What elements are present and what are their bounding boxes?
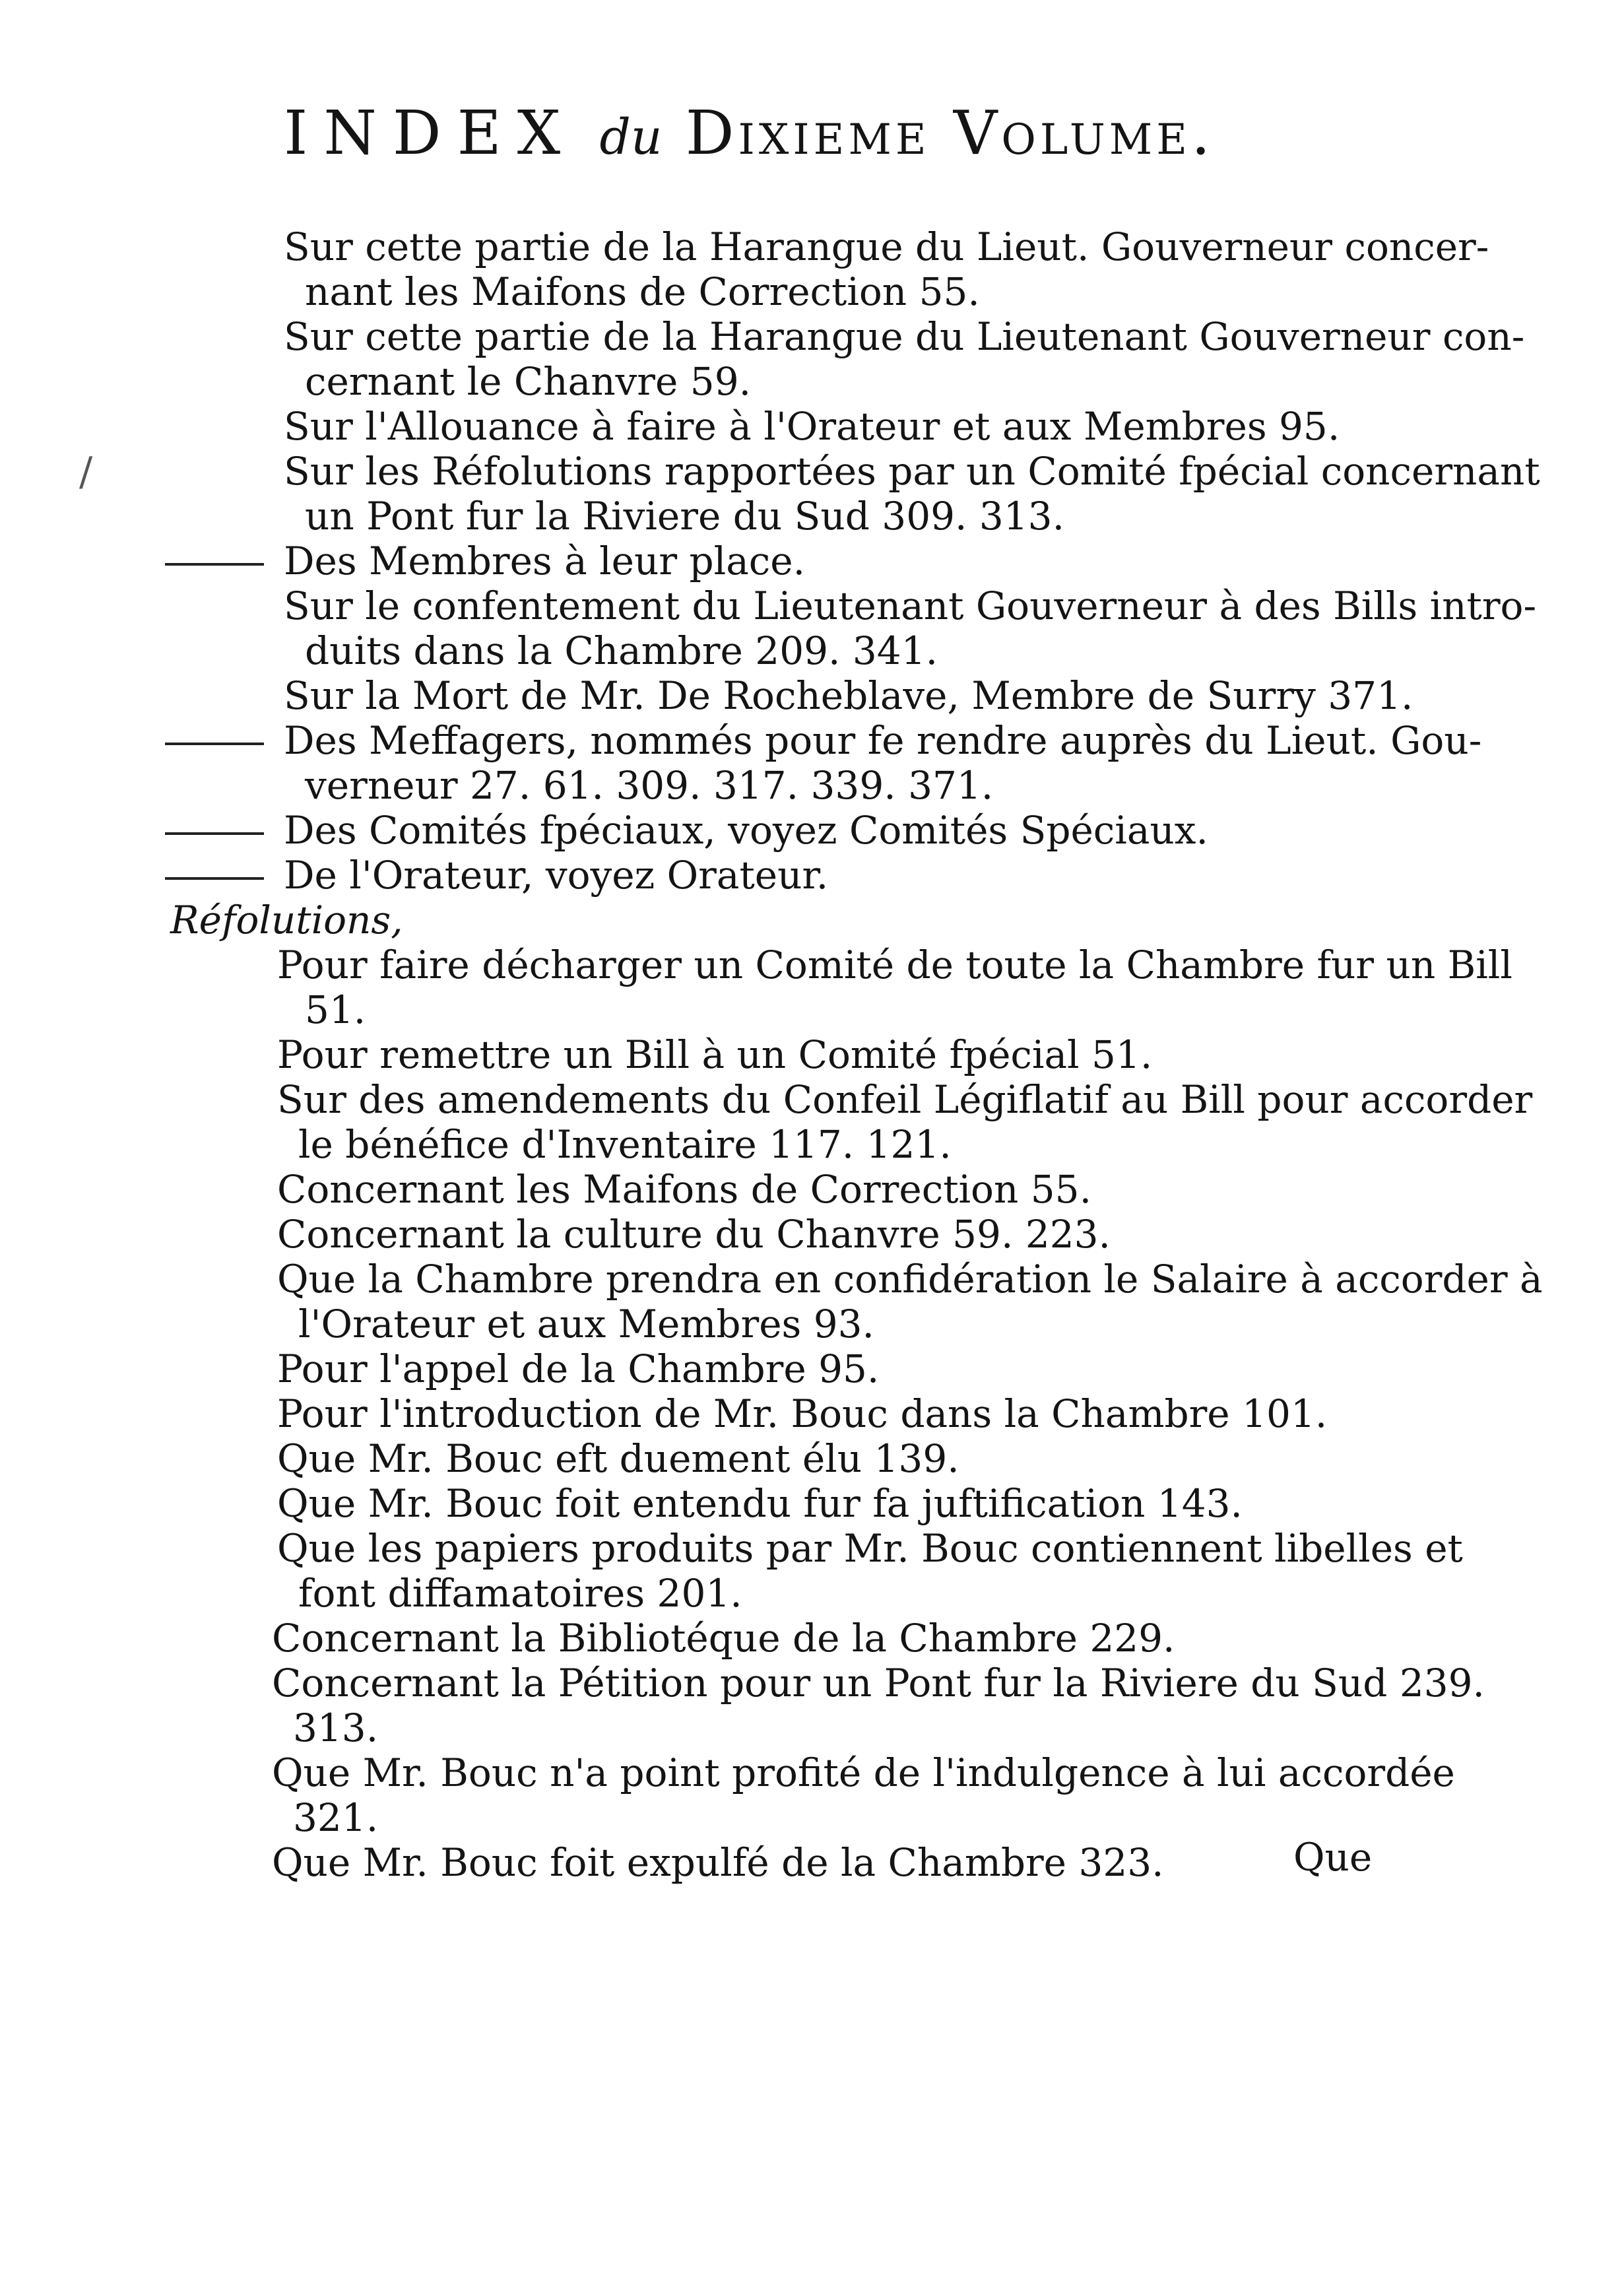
index-line: Sur cette partie de la Harangue du Lieut. Gouverneur concer- <box>284 224 1489 269</box>
index-line: font diffamatoires 201. <box>298 1571 742 1616</box>
index-line: Concernant les Maifons de Correction 55. <box>277 1167 1092 1212</box>
title-word-du: du <box>599 109 663 166</box>
index-line: Sur la Mort de Mr. De Rocheblave, Membre de Surry 371. <box>284 673 1413 718</box>
index-line: Sur des amendements du Confeil Légiflatif au Bill pour accorder <box>277 1077 1533 1122</box>
index-line: cernant le Chanvre 59. <box>305 359 752 404</box>
page-title <box>284 98 1419 168</box>
index-line: duits dans la Chambre 209. 341. <box>305 628 938 673</box>
title-word-dixieme: Dixieme <box>685 98 930 168</box>
index-line: verneur 27. 61. 309. 317. 339. 371. <box>305 763 994 808</box>
index-line: nant les Maifons de Correction 55. <box>305 269 980 314</box>
index-line: Pour faire décharger un Comité de toute la Chambre fur un Bill <box>277 943 1512 987</box>
index-line: Pour l'appel de la Chambre 95. <box>277 1346 880 1391</box>
index-line: Sur le confentement du Lieutenant Gouverneur à des Bills intro- <box>284 583 1537 628</box>
index-line: Que les papiers produits par Mr. Bouc contiennent libelles et <box>277 1526 1463 1571</box>
index-line: Pour l'introduction de Mr. Bouc dans la Chambre 101. <box>277 1391 1328 1436</box>
index-line: Des Comités fpéciaux, voyez Comités Spéciaux. <box>0 808 1624 853</box>
index-line: Concernant la Bibliotéque de la Chambre 229. <box>272 1616 1175 1661</box>
index-line: Pour remettre un Bill à un Comité fpécial 51. <box>277 1032 1153 1077</box>
index-line: Concernant la culture du Chanvre 59. 223. <box>277 1212 1111 1257</box>
index-line: Que la Chambre prendra en confidération le Salaire à accorder à <box>277 1257 1543 1302</box>
index-line: 313. <box>293 1705 379 1750</box>
index-line: Sur cette partie de la Harangue du Lieutenant Gouverneur con- <box>284 314 1525 359</box>
title-word-volume: Volume. <box>953 98 1215 168</box>
index-body <box>0 224 1624 1885</box>
index-line: Des Membres à leur place. <box>0 539 1624 583</box>
index-line: 51. <box>305 987 366 1032</box>
index-line: le bénéfice d'Inventaire 117. 121. <box>298 1122 952 1167</box>
index-line: Des Meffagers, nommés pour fe rendre auprès du Lieut. Gou- <box>0 718 1624 763</box>
index-line: Concernant la Pétition pour un Pont fur la Riviere du Sud 239. <box>272 1661 1485 1705</box>
index-line: l'Orateur et aux Membres 93. <box>298 1302 874 1346</box>
index-line: Que Mr. Bouc foit entendu fur fa juftification 143. <box>277 1481 1243 1526</box>
index-line: De l'Orateur, voyez Orateur. <box>0 853 1624 898</box>
index-line: un Pont fur la Riviere du Sud 309. 313. <box>305 494 1065 539</box>
catchword: Que <box>1293 1835 1373 1880</box>
index-heading-resolutions: Réfolutions, <box>170 898 403 943</box>
index-line: Que Mr. Bouc foit expulfé de la Chambre 323. <box>272 1840 1164 1885</box>
index-line: Sur les Réfolutions rapportées par un Comité fpécial concernant <box>284 449 1540 494</box>
index-line: Sur l'Allouance à faire à l'Orateur et aux Membres 95. <box>284 404 1340 449</box>
margin-mark: / <box>79 449 93 495</box>
index-line: Que Mr. Bouc eft duement élu 139. <box>277 1436 959 1481</box>
title-word-index: INDEX <box>284 98 577 168</box>
index-line: Que Mr. Bouc n'a point profité de l'indulgence à lui accordée <box>272 1750 1455 1795</box>
index-line: 321. <box>293 1795 379 1840</box>
